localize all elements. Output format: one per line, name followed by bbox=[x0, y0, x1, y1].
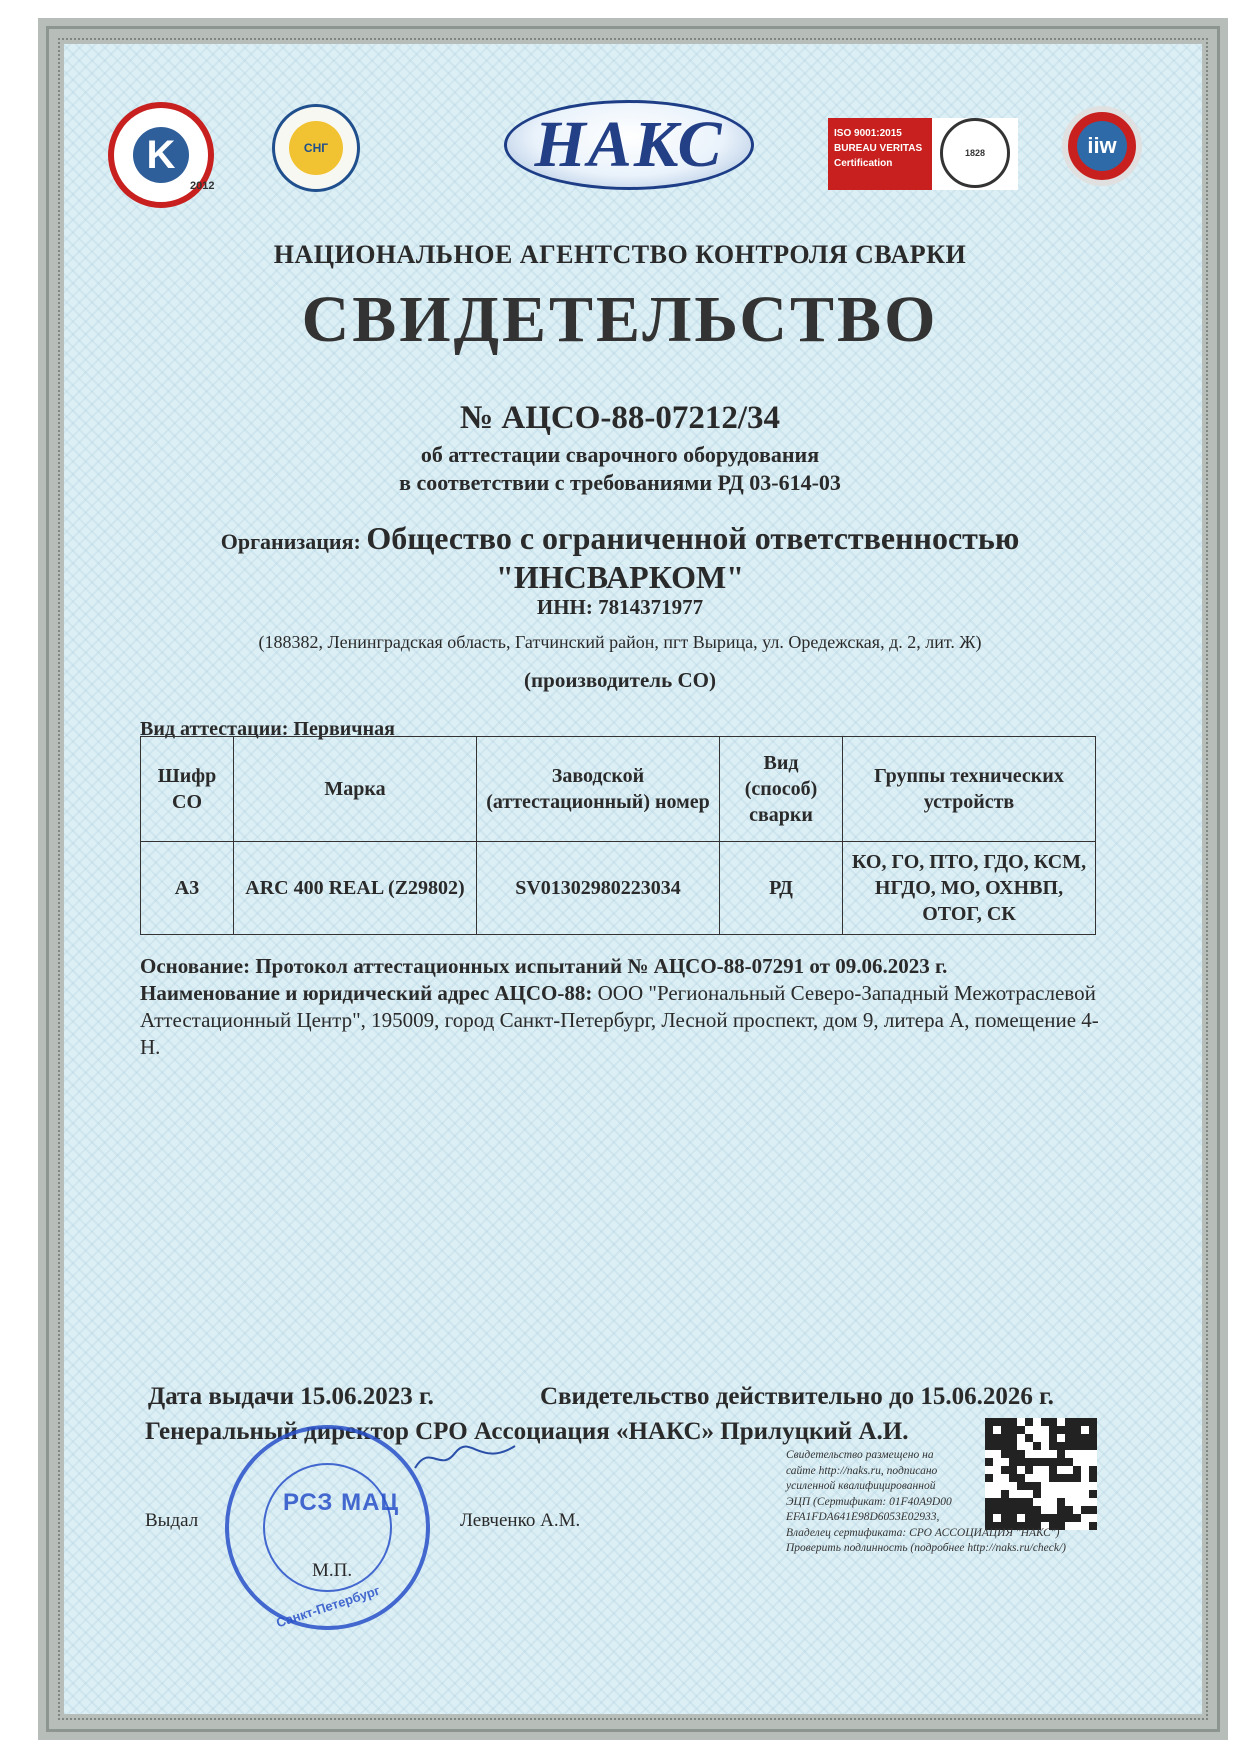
table-cell: SV01302980223034 bbox=[477, 842, 720, 935]
organization-line bbox=[0, 520, 1240, 557]
bureau-veritas-logo bbox=[828, 118, 1018, 190]
organization-label: Организация: bbox=[220, 529, 361, 554]
agency-name: НАЦИОНАЛЬНОЕ АГЕНТСТВО КОНТРОЛЯ СВАРКИ bbox=[273, 240, 967, 269]
certificate-subtitle-2: в соответствии с требованиями РД 03-614-03 bbox=[399, 470, 841, 495]
bv-seal-year: 1828 bbox=[964, 148, 986, 158]
stamp-city-text: Санкт-Петербург bbox=[274, 1582, 382, 1631]
quality-mark-year: 2012 bbox=[190, 180, 215, 192]
basis-center bbox=[140, 980, 1100, 1061]
stamp-center-text: РСЗ МАЦ bbox=[283, 1489, 399, 1516]
table-cell: А3 bbox=[141, 842, 234, 935]
sng-label: СНГ bbox=[289, 121, 343, 175]
table-header: Группы технических устройств bbox=[843, 737, 1096, 842]
organization-name-2: "ИНСВАРКОМ" bbox=[496, 559, 744, 595]
iiw-logo-text: iiw bbox=[1077, 121, 1127, 171]
table-header: Марка bbox=[234, 737, 477, 842]
organization-address: (188382, Ленинградская область, Гатчинский район, пгт Вырица, ул. Оредежская, д. 2, лит. Ж) bbox=[258, 632, 982, 652]
note-line: сайте http://naks.ru, подписано bbox=[786, 1464, 938, 1477]
basis-center-label: Наименование и юридический адрес АЦСО-88: bbox=[140, 981, 593, 1005]
note-line: Владелец сертификата: СРО АССОЦИАЦИЯ "НАКС") bbox=[786, 1526, 1060, 1539]
table-cell: ARC 400 REAL (Z29802) bbox=[234, 842, 477, 935]
organization-role: (производитель СО) bbox=[524, 668, 716, 692]
table-header-row bbox=[141, 737, 1096, 842]
equipment-table bbox=[140, 736, 1096, 935]
sng-logo bbox=[272, 104, 360, 192]
certificate-title: СВИДЕТЕЛЬСТВО bbox=[301, 283, 939, 356]
note-line: Проверить подлинность (подробнее http://naks.ru/check/) bbox=[786, 1542, 1067, 1554]
round-stamp-icon bbox=[225, 1425, 430, 1630]
basis-center-text: ООО "Региональный Северо-Западный Межотраслевой Аттестационный Центр", 195009, город Санкт-Петербург, Лесной проспект, дом 9, литера А, помещение 4-Н. bbox=[140, 981, 1099, 1059]
bv-seal-icon bbox=[940, 118, 1010, 188]
bv-line-cert: Certification bbox=[834, 158, 893, 169]
table-header: Вид (способ) сварки bbox=[720, 737, 843, 842]
issued-name: Левченко А.М. bbox=[460, 1510, 581, 1531]
note-line: Свидетельство размещено на bbox=[786, 1449, 934, 1461]
organization-inn: ИНН: 7814371977 bbox=[536, 595, 704, 619]
certificate-number: № АЦСО-88-07212/34 bbox=[459, 400, 781, 436]
naks-logo bbox=[504, 100, 754, 190]
note-line: усиленной квалифицированной bbox=[786, 1480, 936, 1492]
organization-name-1: Общество с ограниченной ответственностью bbox=[366, 520, 1020, 556]
table-header: Шифр СО bbox=[141, 737, 234, 842]
e-signature-note bbox=[786, 1448, 1106, 1557]
iiw-logo bbox=[1062, 106, 1142, 186]
note-line: EFA1FDA641E98D6053E02933, bbox=[786, 1511, 940, 1523]
note-line: ЭЦП (Сертификат: 01F40A9D00 bbox=[786, 1495, 952, 1508]
attestation-kind: Вид аттестации: Первичная bbox=[140, 718, 395, 740]
table-row bbox=[141, 842, 1096, 935]
basis-protocol: Основание: Протокол аттестационных испытаний № АЦСО-88-07291 от 09.06.2023 г. bbox=[140, 954, 948, 978]
quality-mark-logo bbox=[108, 102, 214, 208]
bv-line-name: BUREAU VERITAS bbox=[834, 143, 923, 154]
director-line: Генеральный директор СРО Ассоциация «НАКС» Прилуцкий А.И. bbox=[145, 1418, 909, 1445]
seal-place-label: М.П. bbox=[312, 1560, 353, 1581]
table-cell: РД bbox=[720, 842, 843, 935]
naks-logo-text: НАКС bbox=[534, 108, 724, 181]
bv-label bbox=[828, 118, 932, 190]
signature-icon bbox=[410, 1438, 520, 1478]
table-cell: КО, ГО, ПТО, ГДО, КСМ, НГДО, МО, ОХНВП, ОТОГ, СК bbox=[843, 842, 1096, 935]
valid-until: Свидетельство действительно до 15.06.2026 г. bbox=[540, 1383, 1054, 1410]
issued-label: Выдал bbox=[145, 1510, 199, 1531]
issue-date: Дата выдачи 15.06.2023 г. bbox=[148, 1383, 434, 1410]
bv-line-iso: ISO 9001:2015 bbox=[834, 128, 902, 139]
basis-block bbox=[140, 953, 1100, 1061]
certificate-subtitle-1: об аттестации сварочного оборудования bbox=[420, 442, 820, 467]
table-header: Заводской (аттестационный) номер bbox=[477, 737, 720, 842]
k-letter-icon: K bbox=[133, 127, 189, 183]
